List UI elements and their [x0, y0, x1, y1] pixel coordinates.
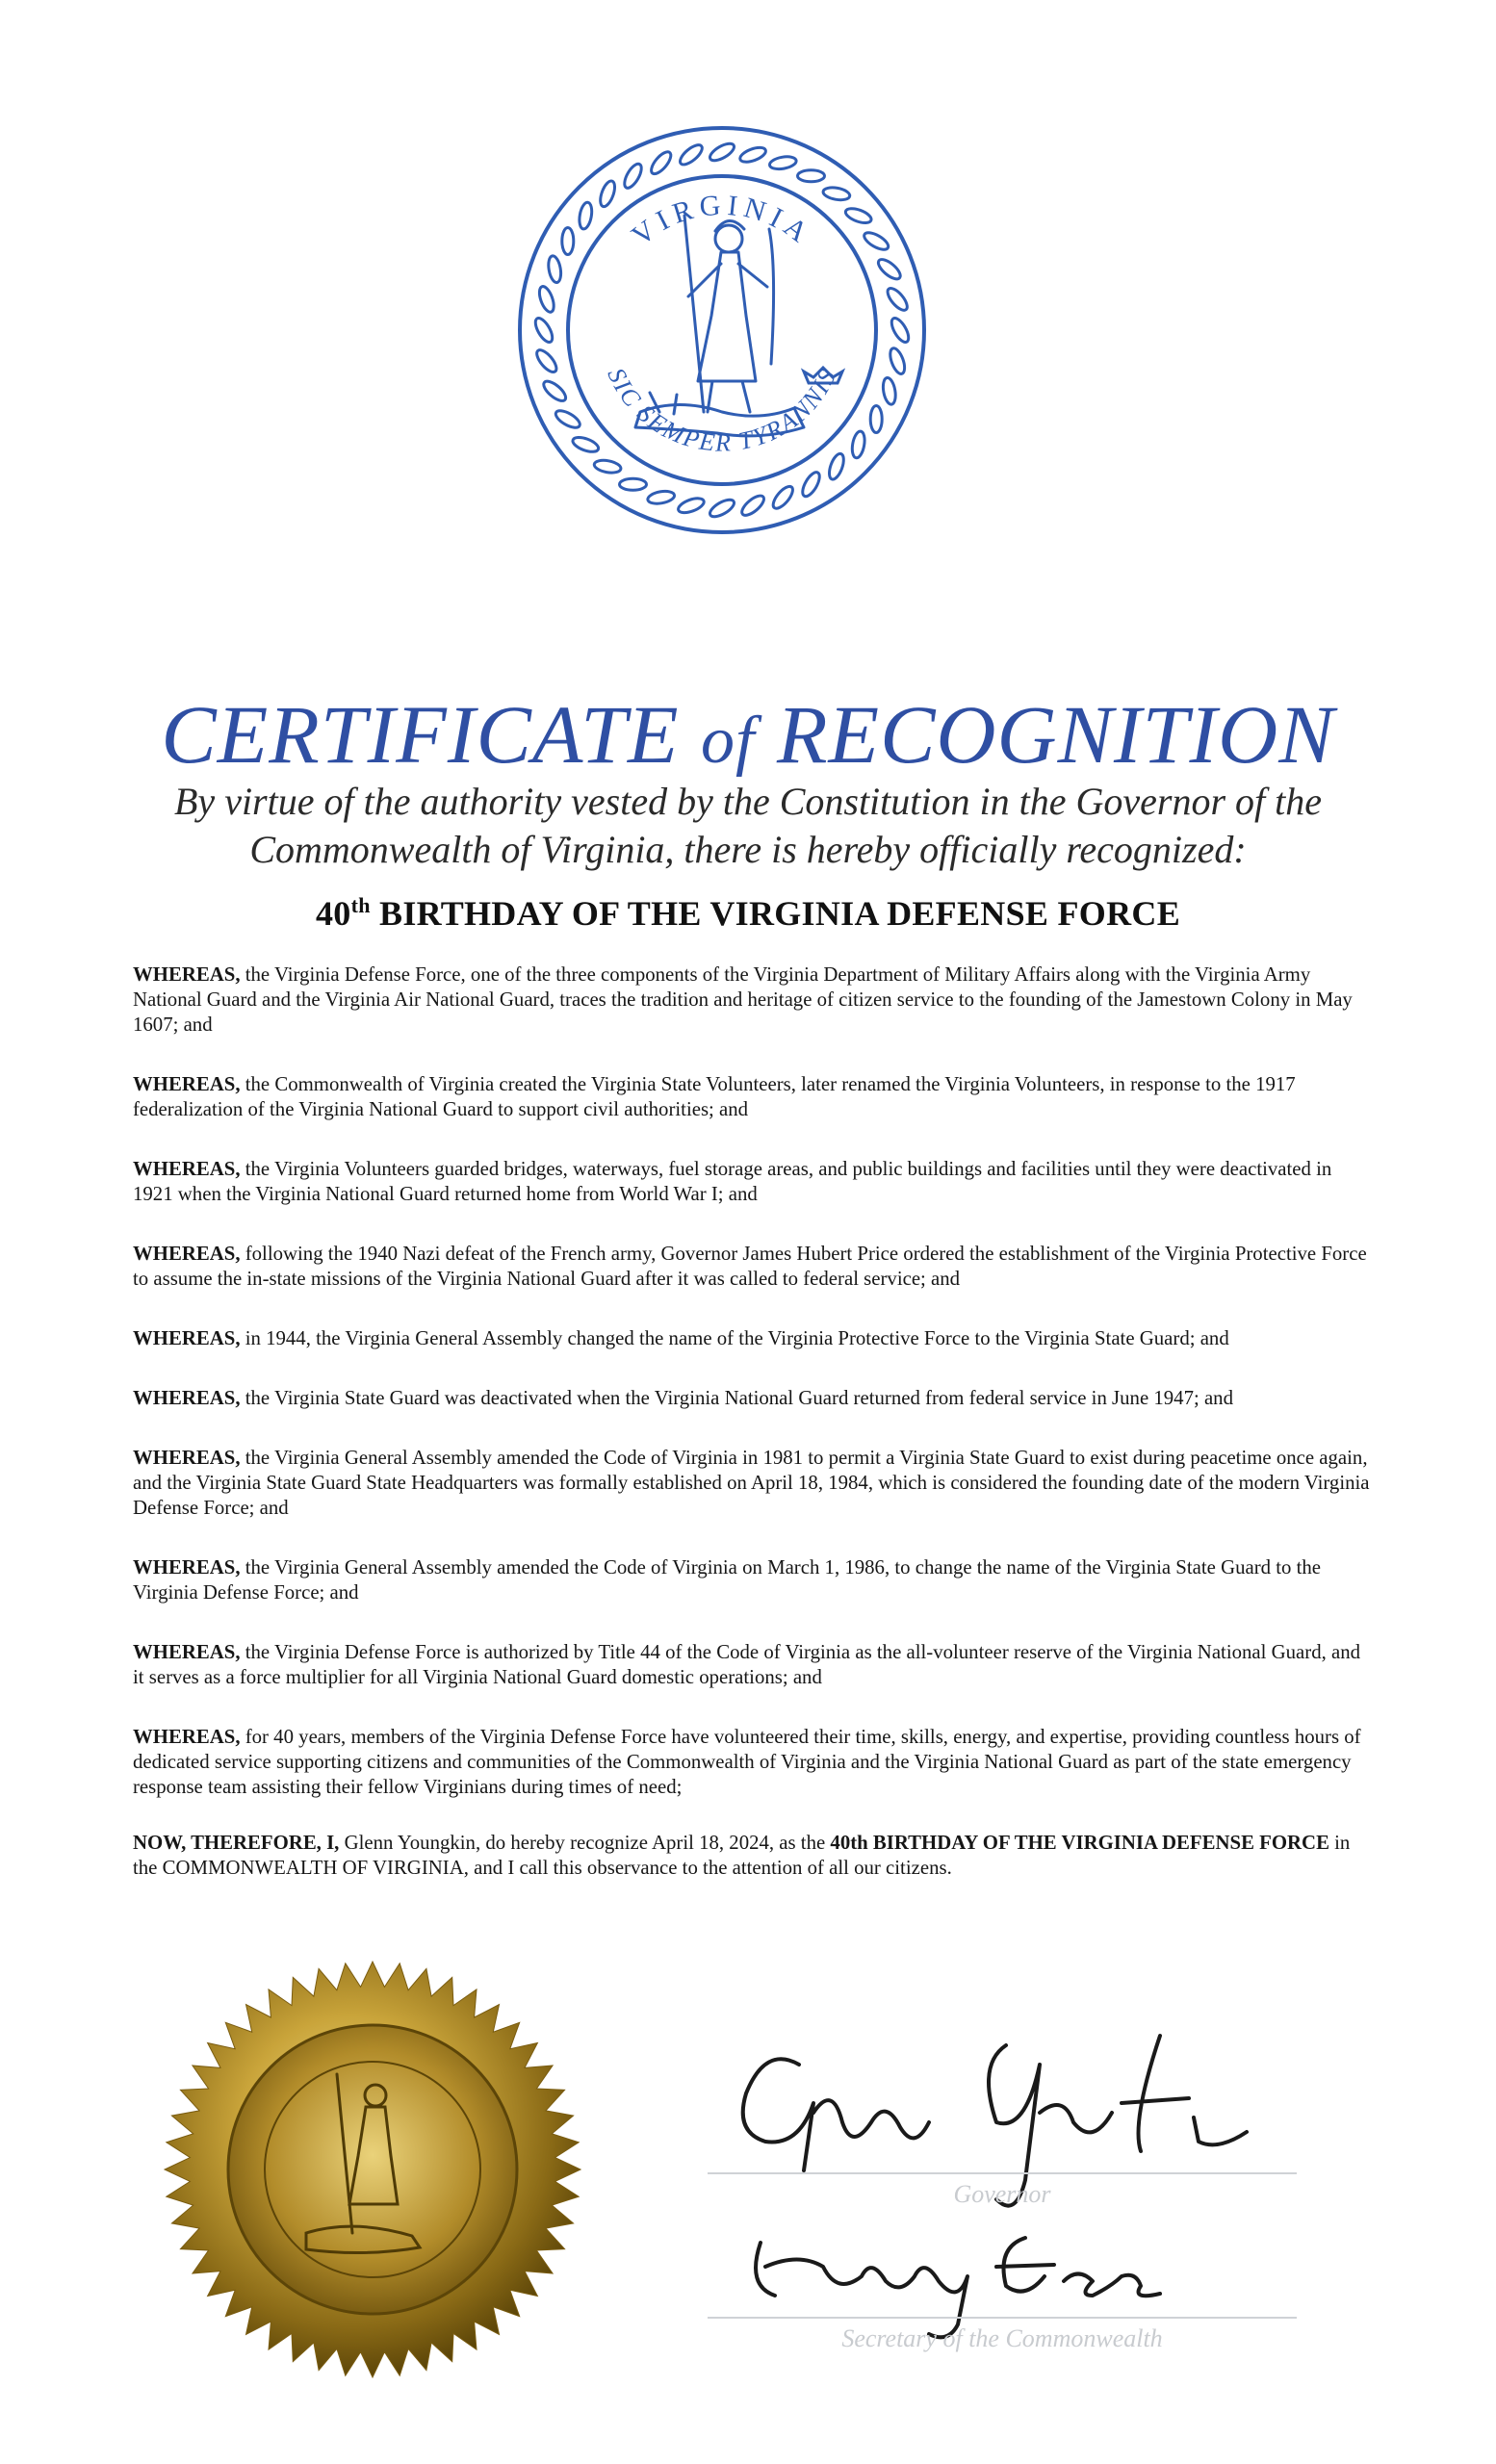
whereas-clause [133, 1072, 1375, 1122]
secretary-signature-line [708, 2317, 1297, 2319]
laurel-leaf [533, 347, 559, 375]
laurel-leaf [881, 376, 897, 405]
whereas-clause [133, 1725, 1375, 1800]
laurel-leaf [598, 179, 618, 208]
authority-line-1: By virtue of the authority vested by the Constitution in the Governor of the [174, 780, 1322, 823]
virginia-state-seal [515, 123, 929, 537]
title-part-of: of [701, 704, 756, 778]
whereas-lead: WHEREAS, [133, 963, 241, 986]
whereas-clause [133, 962, 1375, 1038]
whereas-clause [133, 1157, 1375, 1207]
laurel-leaf [826, 451, 846, 480]
laurel-leaf [862, 229, 890, 252]
whereas-lead: WHEREAS, [133, 1327, 241, 1349]
whereas-lead: WHEREAS, [133, 1387, 241, 1409]
whereas-clause [133, 1446, 1375, 1521]
whereas-lead: WHEREAS, [133, 1556, 241, 1578]
secretary-label: Secretary of the Commonwealth [841, 2324, 1163, 2352]
laurel-leaf [532, 316, 555, 345]
secretary-signature [756, 2243, 967, 2337]
laurel-leaf [578, 201, 594, 230]
whereas-text: the Commonwealth of Virginia created the Virginia State Volunteers, later renamed the Virginia Volunteers, in response to the 1917 federalization of the Virginia National Guard to support civil authorities; and [133, 1073, 1296, 1120]
laurel-leaf [562, 228, 574, 255]
heading-suffix: th [350, 893, 371, 917]
laurel-leaf [885, 285, 911, 313]
seal-motto-bottom: SIC SEMPER TYRANNIS [602, 363, 842, 457]
proclamation-text: Glenn Youngkin, do hereby recognize April 18, 2024, as the [339, 1832, 831, 1854]
authority-statement [116, 778, 1380, 874]
heading-number: 40 [315, 894, 351, 933]
laurel-leaf [547, 255, 563, 284]
laurel-leaf [843, 206, 872, 226]
proclamation-bold: 40th BIRTHDAY OF THE VIRGINIA DEFENSE FORCE [830, 1832, 1329, 1854]
governor-label: Governor [953, 2180, 1051, 2208]
laurel-leaf [677, 496, 706, 516]
laurel-leaf [799, 470, 822, 499]
whereas-lead: WHEREAS, [133, 1641, 241, 1663]
whereas-text: the Virginia General Assembly amended the Code of Virginia on March 1, 1986, to change the name of the Virginia State Guard to the Virginia Defense Force; and [133, 1556, 1322, 1604]
virtus-figure [635, 216, 804, 436]
laurel-leaf [708, 497, 736, 520]
whereas-lead: WHEREAS, [133, 1073, 241, 1095]
whereas-text: the Virginia Defense Force, one of the three components of the Virginia Department of Military Affairs along with the Virginia Army National Guard and the Virginia Air National Guard, traces the tradition and heritage of citizen service to the founding of the Jamestown Colony in May 1607; and [133, 963, 1353, 1036]
whereas-text: the Virginia State Guard was deactivated when the Virginia National Guard returned from federal service in June 1947; and [240, 1387, 1233, 1409]
laurel-leaf [889, 316, 912, 345]
whereas-clause [133, 1242, 1375, 1292]
laurel-leaf [875, 256, 903, 282]
whereas-clause [133, 1640, 1375, 1690]
signature-block [708, 2007, 1304, 2373]
whereas-clause [133, 1386, 1375, 1411]
whereas-text: the Virginia Defense Force is authorized by Title 44 of the Code of Virginia as the all-volunteer reserve of the Virginia National Guard, and it serves as a force multiplier for all Virginia National Guard domestic operations; and [133, 1641, 1361, 1688]
laurel-leaf [621, 162, 644, 191]
whereas-text: the Virginia Volunteers guarded bridges, waterways, fuel storage areas, and public buildings and facilities until they were deactivated in 1921 when the Virginia National Guard returned home from World War I; and [133, 1158, 1332, 1205]
seal-motto-top: VIRGINIA [626, 189, 818, 252]
whereas-lead: WHEREAS, [133, 1447, 241, 1469]
laurel-leaf [620, 478, 647, 490]
whereas-clauses [133, 962, 1375, 1915]
whereas-lead: WHEREAS, [133, 1243, 241, 1265]
title-part-certificate: CERTIFICATE [161, 688, 702, 781]
laurel-leaf [739, 493, 767, 519]
svg-text:VIRGINIA [626, 189, 818, 251]
whereas-text: following the 1940 Nazi defeat of the French army, Governor James Hubert Price ordered the establishment of the Virginia Protective Force to assume the in-state missions of the Virginia National Guard after it was called to federal service; and [133, 1243, 1367, 1290]
laurel-leaf [738, 144, 767, 165]
laurel-leaf [798, 170, 825, 182]
laurel-leaf [593, 458, 622, 475]
laurel-leaf [677, 141, 705, 167]
whereas-lead: WHEREAS, [133, 1726, 241, 1748]
laurel-leaf [822, 186, 851, 202]
laurel-leaf [708, 141, 736, 164]
laurel-leaf [888, 346, 908, 375]
laurel-leaf [647, 489, 676, 505]
laurel-leaf [850, 430, 866, 459]
title-part-recognition: RECOGNITION [777, 688, 1335, 781]
laurel-leaf [571, 434, 600, 454]
whereas-text: in 1944, the Virginia General Assembly changed the name of the Virginia Protective Force to the Virginia State Guard; and [240, 1327, 1229, 1349]
proclamation-text-end: in the COMMONWEALTH OF VIRGINIA, and I call this observance to the attention of all our citizens. [133, 1832, 1351, 1879]
whereas-text: the Virginia General Assembly amended the Code of Virginia in 1981 to permit a Virginia State Guard to exist during peacetime once again, and the Virginia State Guard State Headquarters was formally established on April 18, 1984, which is considered the founding date of the modern Virginia Defense Force; and [133, 1447, 1370, 1519]
proclamation-clause [133, 1831, 1375, 1881]
governor-signature [743, 2059, 929, 2170]
laurel-leaf [648, 149, 674, 177]
heading-text: BIRTHDAY OF THE VIRGINIA DEFENSE FORCE [370, 894, 1181, 933]
certificate-title [0, 688, 1496, 781]
laurel-leaf [554, 407, 582, 430]
gold-foil-seal [162, 1959, 583, 2380]
whereas-clause [133, 1326, 1375, 1351]
authority-line-2: Commonwealth of Virginia, there is hereby officially recognized: [249, 828, 1247, 871]
whereas-clause [133, 1555, 1375, 1605]
laurel-leaf [541, 378, 569, 404]
laurel-leaf [770, 483, 796, 511]
governor-signature-line [708, 2172, 1297, 2174]
laurel-leaf [870, 406, 882, 433]
whereas-lead: WHEREAS, [133, 1158, 241, 1180]
whereas-text: for 40 years, members of the Virginia Defense Force have volunteered their time, skills, energy, and expertise, providing countless hours of dedicated service supporting citizens and communities of the Commonwealth of Virginia and the Virginia National Guard as part of the state emergency response team assisting their fellow Virginians during times of need; [133, 1726, 1361, 1798]
laurel-leaf [768, 155, 797, 171]
recognition-heading [0, 893, 1496, 934]
proclamation-lead: NOW, THEREFORE, I, [133, 1832, 340, 1854]
laurel-leaf [536, 285, 556, 314]
